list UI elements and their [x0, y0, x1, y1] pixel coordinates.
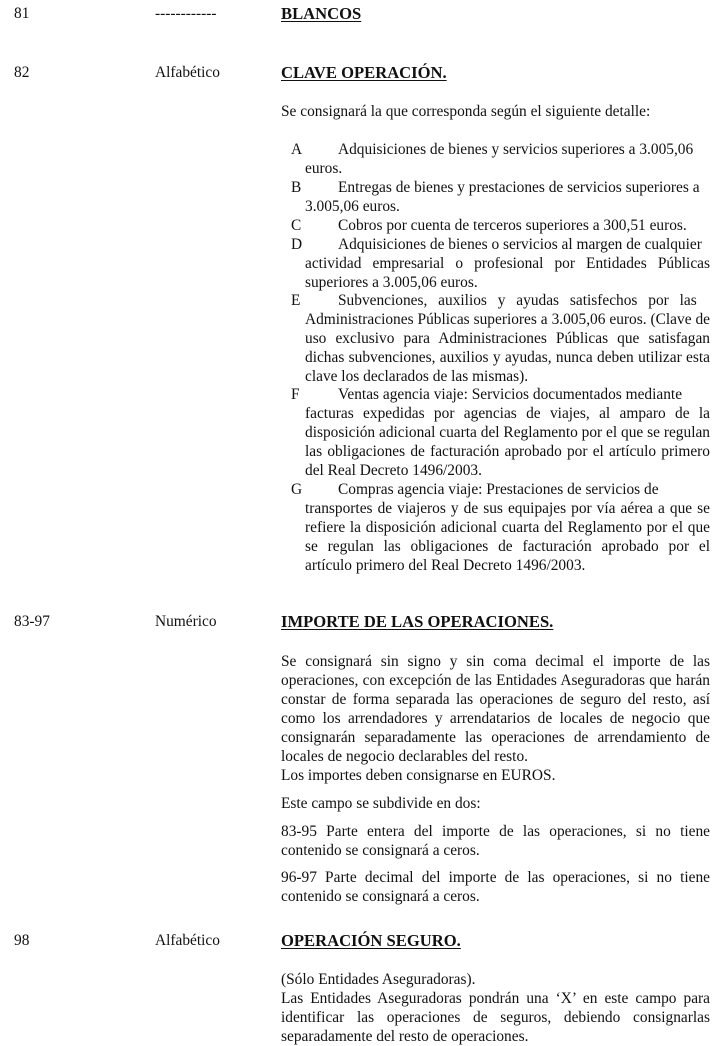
- field-title: BLANCOS: [281, 4, 362, 23]
- option-text: Subvenciones, auxilios y ayudas satisfechos por las: [338, 292, 697, 309]
- field-position: 81: [14, 5, 30, 22]
- field-intro: Se consignará la que corresponda según el siguiente detalle:: [281, 103, 651, 120]
- option-text-cont: actividad empresarial o profesional por Entidades Públicas superiores a 3.005,06 euros.: [305, 255, 710, 291]
- field-title: OPERACIÓN SEGURO.: [281, 931, 461, 950]
- field-paragraph: 96-97 Parte decimal del importe de las operaciones, si no tiene contenido se consignará a ceros.: [281, 869, 710, 905]
- option-text: Adquisiciones de bienes y servicios superiores a 3.005,06: [338, 141, 694, 158]
- option-text-cont: Administraciones Públicas superiores a 3.005,06 euros. (Clave de uso exclusivo para Administraciones Públicas que satisfagan dichas subvenciones, auxilios y ayudas, nunca deben utilizar esta clave los declarados de las mismas).: [305, 311, 710, 385]
- field-title: CLAVE OPERACIÓN.: [281, 63, 447, 82]
- option-text: Ventas agencia viaje: Servicios documentados mediante: [338, 386, 683, 403]
- field-position: 98: [14, 932, 30, 949]
- field-paragraph: Este campo se subdivide en dos:: [281, 795, 481, 812]
- field-type: Alfabético: [155, 932, 220, 949]
- field-title: IMPORTE DE LAS OPERACIONES.: [281, 612, 554, 631]
- option-letter: A: [291, 141, 303, 158]
- field-type: ------------: [155, 5, 217, 22]
- option-letter: E: [291, 292, 301, 309]
- option-text-cont: facturas expedidas por agencias de viajes, al amparo de la disposición adicional cuarta del Reglamento por el que se regulan las obligaciones de facturación aprobado por el artículo primero del Real Decreto 1496/2003.: [305, 405, 710, 479]
- option-text-cont: transportes de viajeros y de sus equipajes por vía aérea a que se refiere la disposición adicional cuarta del Reglamento por el que se regulan las obligaciones de facturación aprobado por el artículo primero del Real Decreto 1496/2003.: [305, 500, 710, 574]
- option-letter: B: [291, 179, 302, 196]
- option-text-cont: euros.: [305, 160, 343, 177]
- field-type: Alfabético: [155, 64, 220, 81]
- option-text-cont: 3.005,06 euros.: [305, 198, 400, 215]
- option-text: Adquisiciones de bienes o servicios al margen de cualquier: [338, 236, 702, 253]
- option-letter: C: [291, 217, 302, 234]
- field-paragraph: Las Entidades Aseguradoras pondrán una ‘X’ en este campo para identificar las operaciones de seguros, debiendo consignarlas separadamente del resto de operaciones.: [281, 990, 710, 1045]
- field-paragraph: 83-95 Parte entera del importe de las operaciones, si no tiene contenido se consignará a ceros.: [281, 823, 710, 859]
- field-position: 83-97: [14, 613, 50, 630]
- field-paragraph: Se consignará sin signo y sin coma decimal el importe de las operaciones, con excepción de las Entidades Aseguradoras que harán constar de forma separada las operaciones de seguro del resto, así como los arrendadores y arrendatarios de locales de negocio que consignarán separadamente las operaciones de arrendamiento de locales de negocio declarables del resto.: [281, 653, 710, 765]
- option-letter: D: [291, 236, 303, 253]
- option-text: Entregas de bienes y prestaciones de servicios superiores a: [338, 179, 700, 196]
- field-type: Numérico: [155, 613, 217, 630]
- field-paragraph: (Sólo Entidades Aseguradoras).: [281, 971, 476, 988]
- option-letter: G: [291, 481, 303, 498]
- option-text: Cobros por cuenta de terceros superiores a 300,51 euros.: [338, 217, 687, 234]
- option-letter: F: [291, 386, 300, 403]
- field-paragraph: Los importes deben consignarse en EUROS.: [281, 767, 556, 784]
- field-position: 82: [14, 64, 30, 81]
- option-text: Compras agencia viaje: Prestaciones de servicios de: [338, 481, 659, 498]
